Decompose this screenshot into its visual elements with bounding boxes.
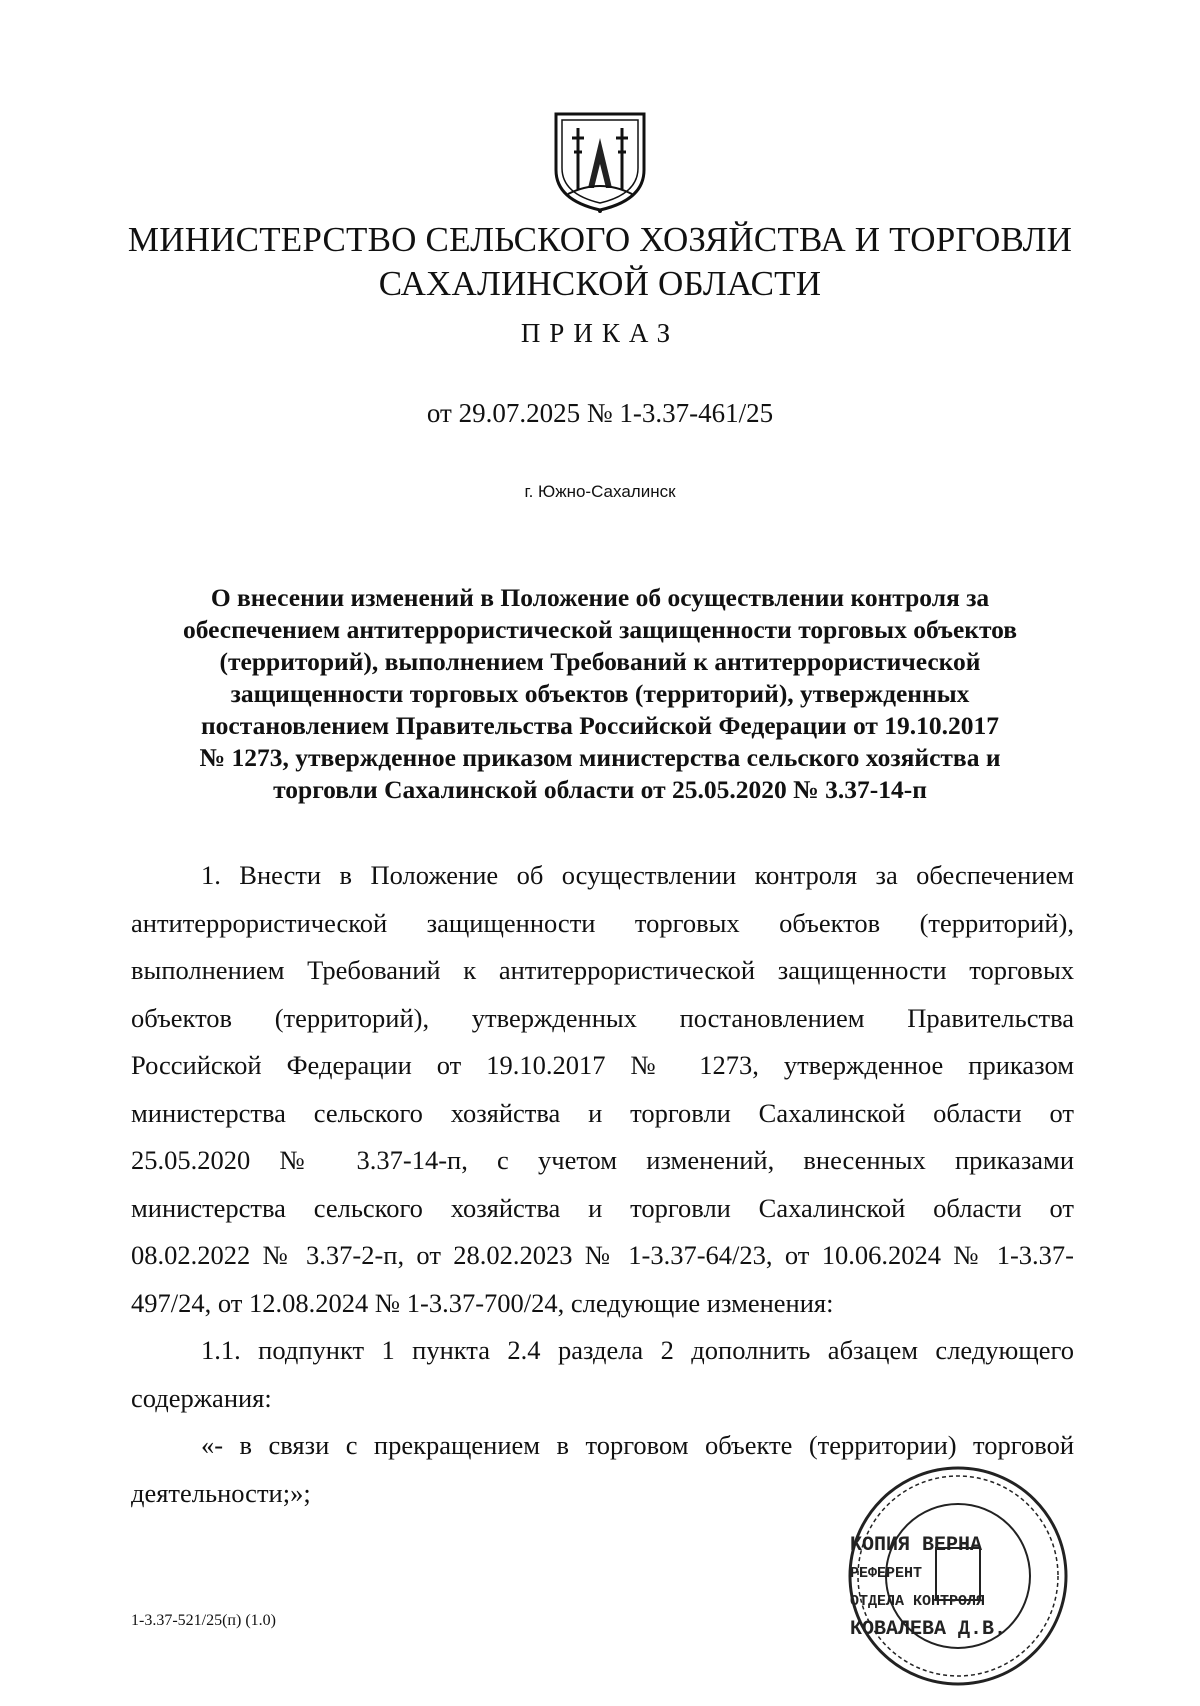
subject-line: постановлением Правительства Российской Федерации от 19.10.2017 [200,711,1000,740]
stamp-line: КОВАЛЕВА Д.В. [850,1618,1007,1641]
stamp-line: ОТДЕЛА КОНТРОЛЯ [850,1593,986,1610]
body-line: содержания: [131,1382,272,1413]
body-line: 08.02.2022 № 3.37-2-п, от 28.02.2023 № 1-3.37-64/23, от 10.06.2024 № 1-3.37- [131,1240,1074,1270]
order-subject [140,582,1060,806]
subject-line: № 1273, утвержденное приказом министерства сельского хозяйства и [199,743,1001,772]
coat-of-arms-emblem [548,108,652,214]
stamp-line: КОПИЯ ВЕРНА [850,1534,983,1557]
subject-line: (территорий), выполнением Требований к антитеррористической [219,647,981,676]
order-number: от 29.07.2025 № 1-3.37-461/25 [426,398,774,428]
body-line: «- в связи с прекращением в торговом объекте (территории) торговой [201,1430,1074,1460]
body-line: министерства сельского хозяйства и торговли Сахалинской области от [131,1097,1074,1128]
subject-line: обеспечением антитеррористической защищенности торговых объектов [182,615,1018,644]
stamp-line: РЕФЕРЕНТ [850,1565,923,1582]
body-line: антитеррористической защищенности торговых объектов (территорий), [131,907,1074,938]
body-line: 497/24, от 12.08.2024 № 1-3.37-700/24, следующие изменения: [131,1287,834,1318]
body-line: выполнением Требований к антитеррористической защищенности торговых [131,955,1074,985]
document-code: 1-3.37-521/25(п) (1.0) [131,1612,276,1629]
subject-line: торговли Сахалинской области от 25.05.2020 № 3.37-14-п [273,775,927,804]
subject-line: защищенности торговых объектов (территорий), утвержденных [230,679,970,708]
body-line: Российской Федерации от 19.10.2017 № 1273, утвержденное приказом [131,1050,1074,1080]
ministry-name-line2: САХАЛИНСКОЙ ОБЛАСТИ [378,264,822,303]
ministry-name-line1: МИНИСТЕРСТВО СЕЛЬСКОГО ХОЗЯЙСТВА И ТОРГОВЛИ [127,220,1073,259]
copy-certification-stamp [850,1532,1090,1644]
body-line: 1.1. подпункт 1 пункта 2.4 раздела 2 дополнить абзацем следующего [201,1335,1074,1365]
body-line: 1. Внести в Положение об осуществлении контроля за обеспечением [201,860,1074,890]
ministry-name [100,218,1100,306]
subject-line: О внесении изменений в Положение об осуществлении контроля за [210,583,990,612]
body-line: объектов (территорий), утвержденных постановлением Правительства [131,1002,1074,1033]
body-line: деятельности;»; [131,1477,311,1508]
city-name: г. Южно-Сахалинск [524,482,676,501]
order-title: ПРИКАЗ [520,318,680,348]
body-line: 25.05.2020 № 3.37-14-п, с учетом изменений, внесенных приказами [131,1145,1074,1175]
order-body [131,852,1074,1517]
body-line: министерства сельского хозяйства и торговли Сахалинской области от [131,1192,1074,1223]
